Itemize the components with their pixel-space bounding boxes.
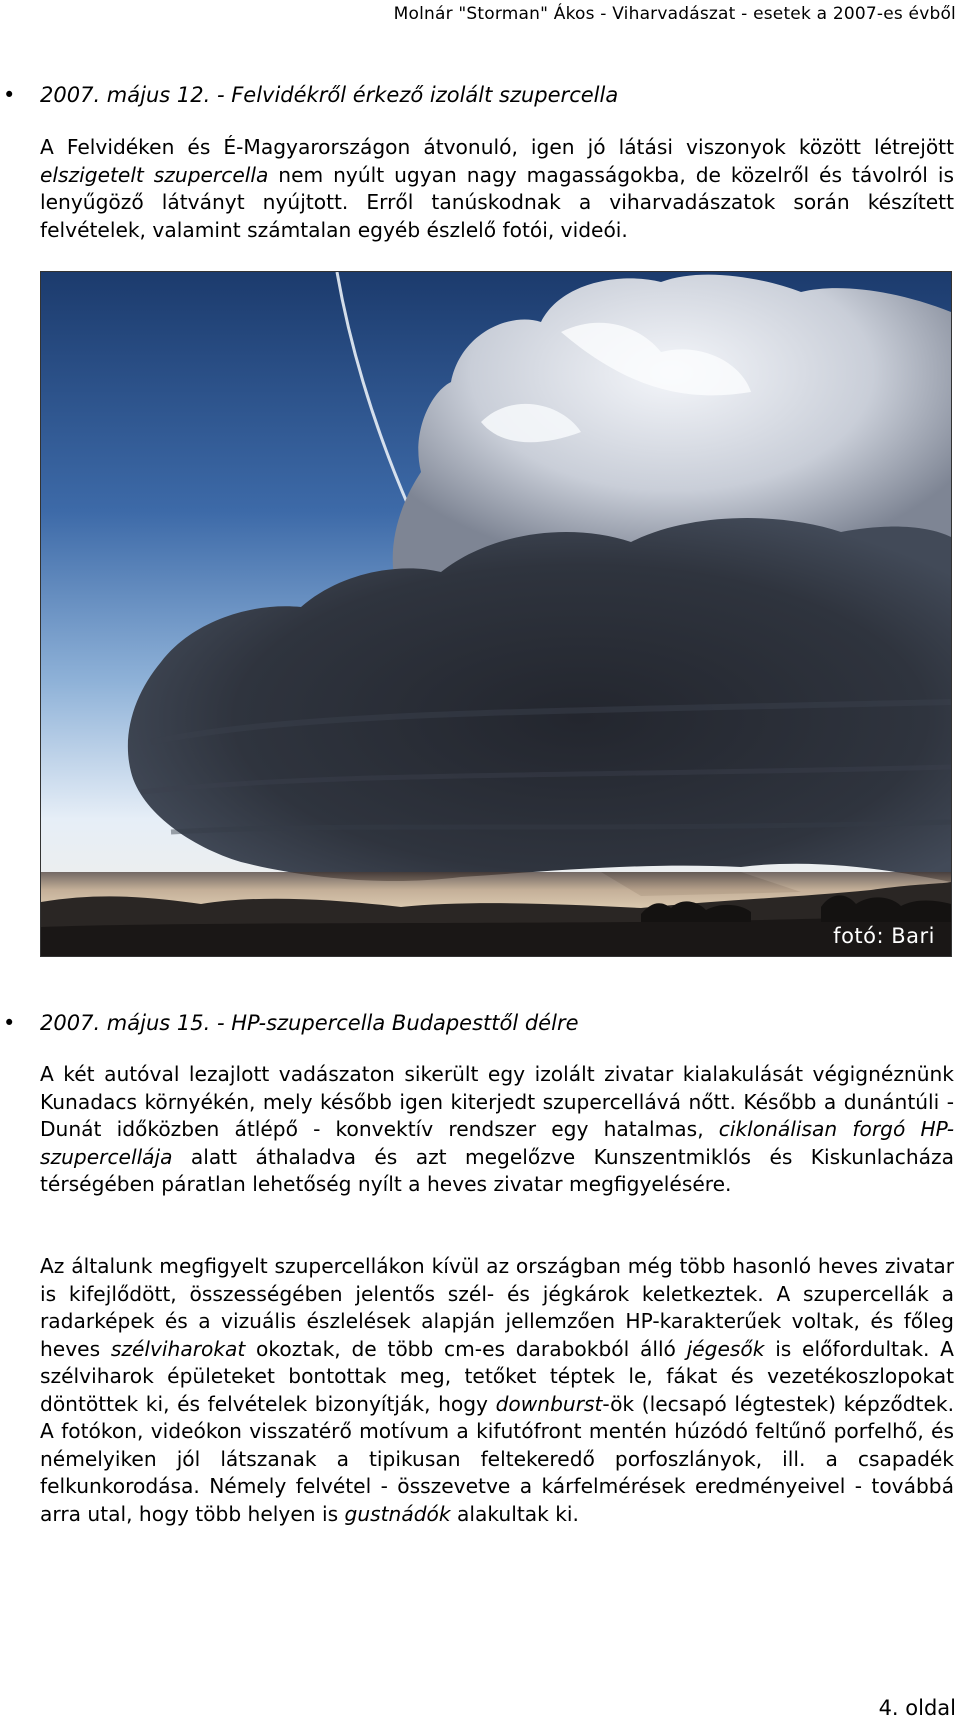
page-number: 4. oldal	[878, 1696, 956, 1720]
section-paragraph: Az általunk megfigyelt szupercellákon kívül az országban még több hasonló heves zivatar is kifejlődött, összességében jelentős szél- és jégkárok keletkeztek. A szupercellák a radarképek és a vizuális észlelések alapján jellemzően HP-karakterűek voltak, és főleg heves szélviharokat okoztak, de több cm-es darabokból álló jégesők is előfordultak. A szélviharok épületeket bontottak meg, tetőket téptek le, fákat és vezetékoszlopokat döntöttek ki, és felvételek bizonyítják, hogy downburst-ök (lecsapó légtestek) képződtek. A fotókon, videókon visszatérő motívum a kifutófront mentén húzódó feltűnő porfelhő, és némelyiken jól látszanak a tipikusan feltekeredő porfoszlányok, ill. a csapadék felkunkorodása. Némely felvétel - összevetve a kárfelmérések eredményeivel - továbbá arra utal, hogy több helyen is gustnádók alakultak ki.	[40, 1254, 954, 1526]
supercell-photo-illustration	[41, 272, 951, 956]
running-header: Molnár "Storman" Ákos - Viharvadászat - esetek a 2007-es évből	[393, 4, 956, 24]
section-paragraph: A két autóval lezajlott vadászaton sikerült egy izolált zivatar kialakulását végignéznünk Kunadacs környékén, mely később igen kiterjedt szupercellává nőtt. Később a dunántúli - Dunát időközben átlépő - konvektív rendszer egy hatalmas, ciklonálisan forgó HP-szupercellája alatt áthaladva és azt megelőzve Kunszentmiklós és Kiskunlacháza térségében páratlan lehetőség nyílt a heves zivatar megfigyelésére.	[40, 1062, 954, 1196]
section-paragraph: A Felvidéken és É-Magyarországon átvonuló, igen jó látási viszonyok között létrejött elszigetelt szupercella nem nyúlt ugyan nagy magasságokba, de közelről és távolról is lenyűgöző látványt nyújtott. Erről tanúskodnak a viharvadászatok során készített felvételek, valamint számtalan egyéb észlelő fotói, videói.	[40, 135, 954, 242]
section-heading-text: 2007. május 15. - HP-szupercella Budapesttől délre	[40, 1011, 579, 1035]
bullet-icon: •	[3, 83, 16, 107]
bullet-icon: •	[3, 1011, 16, 1035]
section-heading-text: 2007. május 12. - Felvidékről érkező izolált szupercella	[40, 83, 619, 107]
supercell-photo	[40, 271, 952, 957]
photo-credit: fotó: Bari	[833, 924, 935, 948]
